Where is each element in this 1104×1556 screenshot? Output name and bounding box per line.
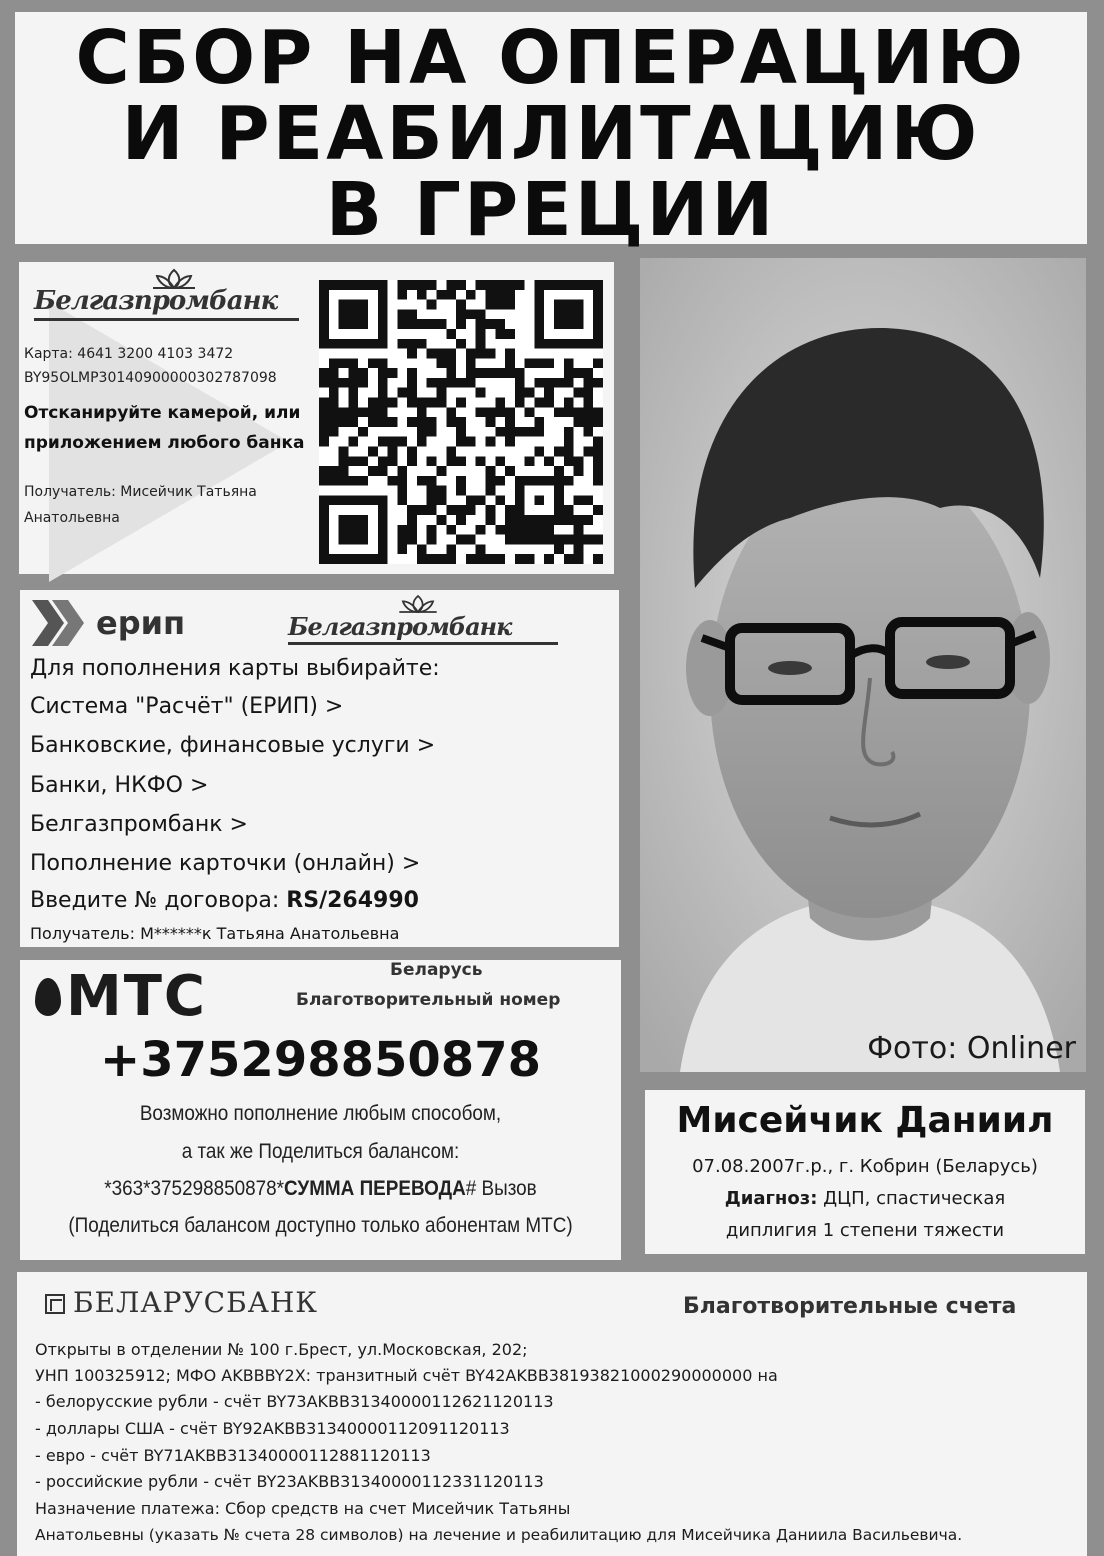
ussd-suffix: # Вызов [465, 1177, 537, 1200]
belarusbank-line-7: Назначение платежа: Сбор средств на счет Мисейчик Татьяны [35, 1499, 571, 1518]
ussd-amount: СУММА ПЕРЕВОДА [284, 1177, 466, 1200]
mts-panel [20, 960, 621, 1260]
charity-accounts-label: Благотворительные счета [683, 1294, 1017, 1319]
mts-line-1: Возможно пополнение любым способом, [139, 1102, 502, 1125]
mts-line-4: (Поделиться балансом доступно только абонентам МТС) [68, 1214, 573, 1237]
erip-recipient: Получатель: М******к Татьяна Анатольевна [30, 924, 400, 943]
mts-egg-icon [35, 978, 61, 1016]
title-line-3: В ГРЕЦИИ [325, 167, 777, 253]
belgazprombank-qr-panel [19, 262, 614, 574]
contract-label: Введите № договора: [30, 888, 287, 913]
belgazprombank-logo-small [282, 590, 582, 650]
account-iban: BY95OLMP30140900000302787098 [24, 370, 277, 386]
erip-line-5: Белгазпромбанк > [30, 812, 248, 837]
erip-contract-line [30, 888, 419, 913]
erip-line-4: Банки, НКФО > [30, 773, 209, 798]
mts-line-2: а так же Поделиться балансом: [181, 1140, 460, 1163]
person-name: Мисейчик Даниил [676, 1100, 1054, 1141]
erip-line-6: Пополнение карточки (онлайн) > [30, 851, 421, 876]
belarusbank-line-5: - евро - счёт BY71AKBB31340000112881120113 [35, 1446, 431, 1465]
recipient-line-1: Получатель: Мисейчик Татьяна [24, 484, 257, 500]
erip-line-1: Для пополнения карты выбирайте: [30, 656, 440, 681]
erip-logo-text: ерип [96, 604, 186, 642]
title-line-1: СБОР НА ОПЕРАЦИЮ [75, 15, 1027, 101]
belarusbank-line-1: Открыты в отделении № 100 г.Брест, ул.Московская, 202; [35, 1340, 528, 1359]
erip-line-3: Банковские, финансовые услуги > [30, 733, 436, 758]
title-panel [15, 12, 1087, 253]
ussd-prefix: *363*375298850878* [104, 1177, 285, 1200]
portrait-illustration [640, 258, 1086, 1072]
belarusbank-line-2: УНП 100325912; МФО AKBBBY2X: транзитный счёт BY42AKBB38193821000290000000 на [35, 1366, 778, 1385]
lotus-icon [394, 594, 442, 614]
mts-logo-text: МТС [66, 964, 208, 1029]
belarusbank-line-4: - доллары США - счёт BY92AKBB31340000112091120113 [35, 1419, 510, 1438]
belarusbank-panel [17, 1272, 1087, 1556]
erip-panel [20, 590, 619, 947]
belgazprombank-logo [29, 262, 329, 332]
person-info-panel [645, 1090, 1085, 1254]
scan-instructions: Отсканируйте камерой, или приложением любого банка [24, 403, 305, 453]
diagnosis-label: Диагноз: [724, 1188, 818, 1209]
qr-code[interactable] [319, 280, 603, 564]
belarusbank-logo-text: БЕЛАРУСБАНК [73, 1286, 318, 1319]
belarusbank-logo-icon [45, 1294, 65, 1314]
title-line-2: И РЕАБИЛИТАЦИЮ [121, 91, 981, 177]
erip-line-2: Система "Расчёт" (ЕРИП) > [30, 694, 344, 719]
erip-chevron-icon [30, 598, 90, 648]
belarusbank-line-8: Анатольевны (указать № счета 28 символов) на лечение и реабилитацию для Мисейчика Даниила Васильевича. [35, 1526, 963, 1544]
mts-charity-label: Благотворительный номер [296, 990, 561, 1010]
belarusbank-line-3: - белорусские рубли - счёт BY73AKBB31340000112621120113 [35, 1392, 554, 1411]
belarusbank-line-6: - российские рубли - счёт BY23AKBB31340000112331120113 [35, 1472, 544, 1491]
diagnosis-line-2: диплигия 1 степени тяжести [725, 1220, 1005, 1241]
contract-number: RS/264990 [286, 888, 419, 913]
card-number: Карта: 4641 3200 4103 3472 [24, 346, 234, 362]
person-diagnosis [645, 1188, 1085, 1209]
mts-ussd-code [50, 1177, 591, 1201]
belgazprombank-logo-small-text: Белгазпромбанк [288, 612, 512, 641]
diagnosis-text: ДЦП, спастическая [817, 1188, 1006, 1209]
mts-country: Беларусь [390, 960, 483, 980]
recipient-line-2: Анатольевна [24, 510, 120, 526]
person-birth: 07.08.2007г.р., г. Кобрин (Беларусь) [692, 1156, 1038, 1177]
photo-credit: Фото: Onliner [867, 1031, 1076, 1066]
belgazprombank-logo-text: Белгазпромбанк [34, 286, 278, 316]
charity-phone-number[interactable]: +375298850878 [100, 1032, 541, 1088]
portrait-photo [640, 258, 1086, 1072]
